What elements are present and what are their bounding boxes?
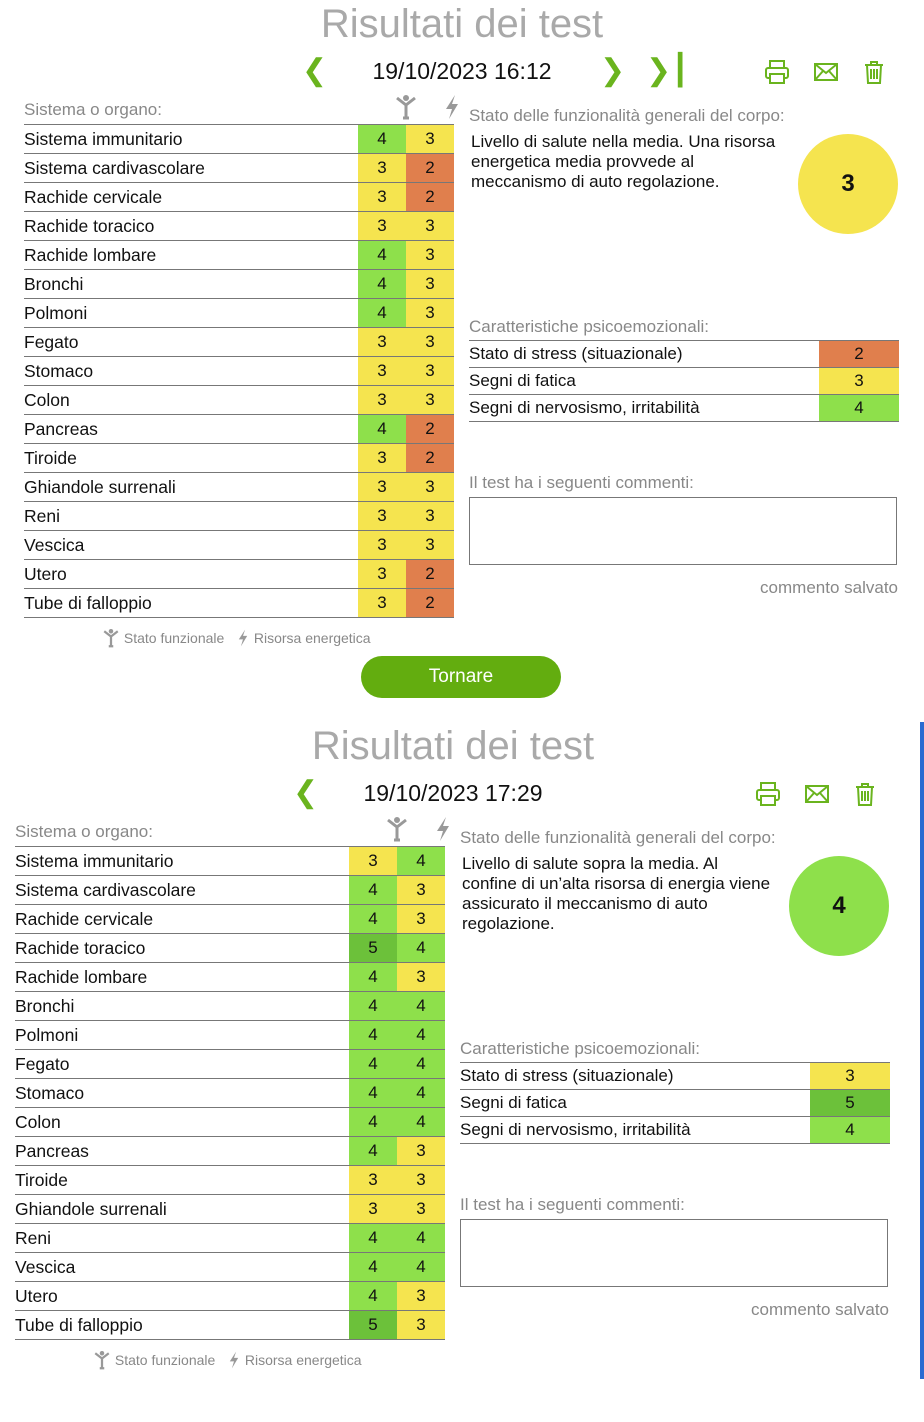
organ-name: Stomaco (24, 357, 358, 386)
psycho-emotional-label: Caratteristiche psicoemozionali: (469, 317, 709, 336)
comments-label: Il test ha i seguenti commenti: (460, 1195, 685, 1214)
functional-state-value: 3 (349, 1195, 397, 1224)
print-icon[interactable] (763, 58, 791, 86)
print-icon[interactable] (754, 780, 782, 808)
psycho-emotional-name: Segni di fatica (469, 368, 819, 395)
energy-resource-value: 3 (397, 963, 445, 992)
table-row (15, 1050, 445, 1079)
energy-resource-value: 3 (406, 502, 454, 531)
functional-state-value: 4 (349, 1282, 397, 1311)
energy-resource-value: 4 (397, 1224, 445, 1253)
energy-resource-value: 3 (406, 241, 454, 270)
organ-name: Sistema immunitario (15, 847, 349, 876)
functional-state-value: 3 (349, 847, 397, 876)
organ-name: Bronchi (15, 992, 349, 1021)
energy-resource-value: 2 (406, 154, 454, 183)
table-row (15, 905, 445, 934)
energy-resource-value: 3 (406, 531, 454, 560)
psycho-emotional-name: Segni di fatica (460, 1090, 810, 1117)
functional-state-value: 4 (349, 1021, 397, 1050)
organ-name: Polmoni (15, 1021, 349, 1050)
table-row (15, 1195, 445, 1224)
functional-state-icon (394, 94, 418, 120)
organ-name: Tube di falloppio (15, 1311, 349, 1340)
organ-table (15, 847, 445, 1340)
test-result-panel-1 (0, 0, 924, 700)
energy-resource-value: 4 (397, 992, 445, 1021)
functional-state-value: 4 (349, 1253, 397, 1282)
energy-resource-value: 3 (406, 473, 454, 502)
organ-name: Sistema cardivascolare (24, 154, 358, 183)
table-row (15, 1224, 445, 1253)
energy-resource-value: 3 (406, 125, 454, 154)
energy-resource-icon (236, 628, 250, 648)
organ-name: Polmoni (24, 299, 358, 328)
organ-name: Colon (15, 1108, 349, 1137)
functional-state-value: 3 (358, 357, 406, 386)
energy-resource-value: 3 (397, 1282, 445, 1311)
legend (102, 627, 371, 649)
energy-resource-value: 2 (406, 183, 454, 212)
organ-name: Tiroide (24, 444, 358, 473)
psycho-emotional-value: 4 (819, 395, 899, 422)
organ-name: Ghiandole surrenali (15, 1195, 349, 1224)
legend-functional: Stato funzionale (123, 630, 225, 646)
functional-state-value: 4 (349, 1108, 397, 1137)
window-edge (920, 722, 924, 1379)
test-datetime: 19/10/2023 17:29 (363, 780, 543, 806)
organ-name: Rachide lombare (24, 241, 358, 270)
general-state-label: Stato delle funzionalità generali del corpo: (460, 828, 776, 847)
functional-state-value: 3 (358, 502, 406, 531)
table-row (15, 934, 445, 963)
organ-table-header (15, 822, 445, 847)
energy-resource-value: 2 (406, 415, 454, 444)
comments-label: Il test ha i seguenti commenti: (469, 473, 694, 492)
table-row (15, 1021, 445, 1050)
energy-resource-value: 3 (397, 1195, 445, 1224)
psycho-emotional-name: Segni di nervosismo, irritabilità (469, 395, 819, 422)
table-row (15, 963, 445, 992)
energy-resource-value: 4 (397, 1253, 445, 1282)
energy-resource-value: 4 (397, 847, 445, 876)
functional-state-value: 4 (358, 125, 406, 154)
organ-name: Utero (24, 560, 358, 589)
functional-state-value: 4 (349, 1050, 397, 1079)
energy-resource-value: 3 (406, 270, 454, 299)
energy-resource-value: 2 (406, 444, 454, 473)
table-row (460, 1090, 890, 1117)
table-row (15, 1137, 445, 1166)
organ-name: Rachide cervicale (15, 905, 349, 934)
legend (93, 1349, 362, 1371)
table-row (24, 386, 454, 415)
comment-saved-status: commento salvato (751, 1300, 889, 1319)
organ-name: Rachide cervicale (24, 183, 358, 212)
general-state-description: Livello di salute nella media. Una risorsa energetica media provvede al meccanismo di auto regolazione. (471, 132, 776, 191)
organ-name: Rachide toracico (15, 934, 349, 963)
mail-icon[interactable] (812, 58, 840, 86)
organ-name: Colon (24, 386, 358, 415)
energy-resource-value: 4 (397, 1108, 445, 1137)
table-row (469, 368, 899, 395)
table-row (15, 876, 445, 905)
psycho-emotional-value: 5 (810, 1090, 890, 1117)
energy-resource-value: 2 (406, 589, 454, 618)
legend-energy: Risorsa energetica (244, 1352, 362, 1368)
energy-resource-value: 3 (406, 299, 454, 328)
organ-name: Reni (24, 502, 358, 531)
test-result-panel-2 (0, 722, 924, 1422)
psycho-emotional-name: Segni di nervosismo, irritabilità (460, 1117, 810, 1144)
psycho-emotional-value: 3 (819, 368, 899, 395)
next-test-icon[interactable]: ❯ (600, 54, 626, 87)
page-title: Risultati dei test (311, 724, 595, 768)
table-row (460, 1117, 890, 1144)
functional-state-value: 3 (358, 531, 406, 560)
energy-resource-value: 4 (397, 1050, 445, 1079)
organ-name: Bronchi (24, 270, 358, 299)
organ-name: Stomaco (15, 1079, 349, 1108)
table-row (15, 1311, 445, 1340)
functional-state-value: 3 (358, 212, 406, 241)
energy-resource-icon (442, 94, 462, 120)
functional-state-value: 3 (358, 154, 406, 183)
functional-state-value: 4 (358, 241, 406, 270)
table-row (24, 502, 454, 531)
organ-name: Reni (15, 1224, 349, 1253)
table-row (24, 154, 454, 183)
organ-name: Ghiandole surrenali (24, 473, 358, 502)
test-datetime: 19/10/2023 16:12 (372, 58, 552, 84)
organ-table-header (24, 100, 454, 125)
energy-resource-value: 4 (397, 934, 445, 963)
trash-icon[interactable] (851, 780, 879, 808)
table-row (15, 1253, 445, 1282)
functional-state-value: 4 (358, 415, 406, 444)
table-row (15, 1108, 445, 1137)
general-state-description: Livello di salute sopra la media. Al confine di un’alta risorsa di energia viene assicurato il meccanismo di auto regolazione. (462, 854, 771, 933)
legend-energy: Risorsa energetica (253, 630, 371, 646)
functional-state-value: 3 (349, 1166, 397, 1195)
table-row (24, 183, 454, 212)
table-row (24, 357, 454, 386)
comments-input[interactable] (460, 1219, 888, 1287)
organ-name: Tiroide (15, 1166, 349, 1195)
functional-state-value: 5 (349, 1311, 397, 1340)
table-row (24, 299, 454, 328)
psycho-emotional-value: 3 (810, 1063, 890, 1090)
page-title: Risultati dei test (320, 2, 604, 46)
organ-name: Vescica (15, 1253, 349, 1282)
organ-name: Tube di falloppio (24, 589, 358, 618)
functional-state-value: 4 (349, 992, 397, 1021)
functional-state-value: 3 (358, 328, 406, 357)
table-row (15, 847, 445, 876)
functional-state-value: 3 (358, 589, 406, 618)
psycho-emotional-table (469, 340, 899, 422)
table-row (24, 328, 454, 357)
functional-state-value: 4 (358, 299, 406, 328)
psycho-emotional-value: 4 (810, 1117, 890, 1144)
table-row (24, 560, 454, 589)
organ-name: Sistema cardivascolare (15, 876, 349, 905)
table-row (469, 395, 899, 422)
energy-resource-value: 3 (397, 1166, 445, 1195)
table-row (24, 241, 454, 270)
legend-functional: Stato funzionale (114, 1352, 216, 1368)
energy-resource-value: 3 (406, 386, 454, 415)
back-button[interactable]: Tornare (361, 656, 561, 698)
energy-resource-value: 3 (397, 876, 445, 905)
energy-resource-value: 3 (406, 212, 454, 241)
functional-state-value: 5 (349, 934, 397, 963)
functional-state-value: 3 (358, 386, 406, 415)
organ-table (24, 125, 454, 618)
table-row (469, 341, 899, 368)
table-row (24, 444, 454, 473)
functional-state-icon (93, 1349, 111, 1371)
organ-name: Rachide lombare (15, 963, 349, 992)
table-row (15, 1166, 445, 1195)
table-row (24, 270, 454, 299)
organ-name: Pancreas (24, 415, 358, 444)
energy-resource-icon (433, 816, 453, 842)
comment-saved-status: commento salvato (760, 578, 898, 597)
table-row (24, 212, 454, 241)
functional-state-icon (385, 816, 409, 842)
organ-column-label: Sistema o organo: (15, 822, 153, 841)
psycho-emotional-name: Stato di stress (situazionale) (460, 1063, 810, 1090)
energy-resource-value: 3 (406, 357, 454, 386)
functional-state-value: 4 (349, 1137, 397, 1166)
psycho-emotional-label: Caratteristiche psicoemozionali: (460, 1039, 700, 1058)
organ-name: Fegato (24, 328, 358, 357)
energy-resource-value: 3 (397, 1311, 445, 1340)
organ-name: Fegato (15, 1050, 349, 1079)
energy-resource-value: 4 (397, 1079, 445, 1108)
energy-resource-value: 3 (397, 905, 445, 934)
table-row (24, 125, 454, 154)
organ-name: Utero (15, 1282, 349, 1311)
comments-input[interactable] (469, 497, 897, 565)
energy-resource-value: 3 (406, 328, 454, 357)
functional-state-value: 4 (349, 963, 397, 992)
table-row (15, 1282, 445, 1311)
organ-name: Rachide toracico (24, 212, 358, 241)
functional-state-value: 3 (358, 560, 406, 589)
functional-state-value: 4 (349, 905, 397, 934)
organ-name: Vescica (24, 531, 358, 560)
table-row (15, 1079, 445, 1108)
table-row (24, 415, 454, 444)
energy-resource-value: 2 (406, 560, 454, 589)
table-row (24, 473, 454, 502)
mail-icon[interactable] (803, 780, 831, 808)
energy-resource-value: 4 (397, 1021, 445, 1050)
organ-name: Pancreas (15, 1137, 349, 1166)
functional-state-icon (102, 627, 120, 649)
general-state-label: Stato delle funzionalità generali del corpo: (469, 106, 785, 125)
general-score-circle: 3 (798, 134, 898, 234)
last-test-icon[interactable]: ❯┃ (646, 54, 690, 87)
table-row (24, 531, 454, 560)
functional-state-value: 4 (349, 876, 397, 905)
energy-resource-icon (227, 1350, 241, 1370)
previous-test-icon[interactable]: ❮ (293, 776, 319, 809)
energy-resource-value: 3 (397, 1137, 445, 1166)
organ-column-label: Sistema o organo: (24, 100, 162, 119)
table-row (460, 1063, 890, 1090)
functional-state-value: 4 (349, 1079, 397, 1108)
general-score-circle: 4 (789, 856, 889, 956)
functional-state-value: 4 (349, 1224, 397, 1253)
previous-test-icon[interactable]: ❮ (302, 54, 328, 87)
trash-icon[interactable] (860, 58, 888, 86)
table-row (15, 992, 445, 1021)
organ-name: Sistema immunitario (24, 125, 358, 154)
psycho-emotional-table (460, 1062, 890, 1144)
functional-state-value: 3 (358, 473, 406, 502)
functional-state-value: 3 (358, 183, 406, 212)
psycho-emotional-name: Stato di stress (situazionale) (469, 341, 819, 368)
functional-state-value: 4 (358, 270, 406, 299)
table-row (24, 589, 454, 618)
psycho-emotional-value: 2 (819, 341, 899, 368)
functional-state-value: 3 (358, 444, 406, 473)
